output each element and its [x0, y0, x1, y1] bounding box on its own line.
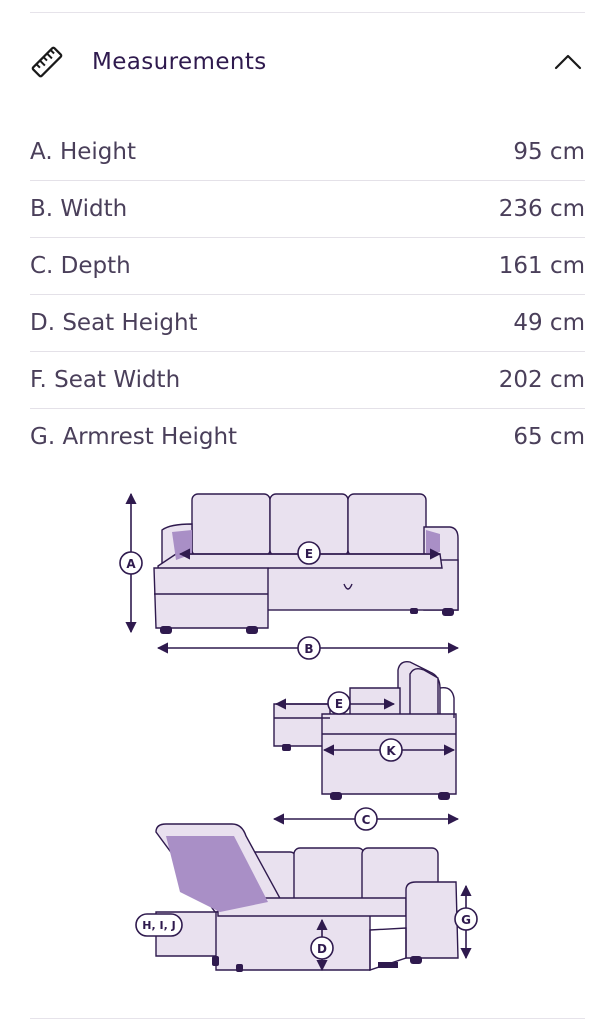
sofa-side-view	[274, 662, 456, 794]
marker-f: E	[304, 547, 314, 561]
measurement-value: 65 cm	[513, 424, 585, 450]
accordion-title: Measurements	[92, 49, 267, 75]
marker-b: B	[304, 642, 314, 656]
marker-d: D	[317, 942, 327, 956]
marker-hij: H, I, J	[142, 919, 176, 932]
measurement-label: B. Width	[30, 196, 128, 222]
measurement-row	[30, 409, 585, 465]
measurement-value: 161 cm	[498, 253, 585, 279]
marker-g: G	[461, 913, 471, 927]
top-divider	[30, 12, 585, 13]
measurement-row	[30, 295, 585, 352]
sofa-dimensions-diagram	[0, 472, 615, 1012]
marker-e: E	[334, 697, 344, 711]
measurement-row	[30, 238, 585, 295]
marker-c: C	[361, 813, 371, 827]
measurements-list	[30, 124, 585, 465]
ruler-icon	[30, 45, 64, 79]
measurement-label: D. Seat Height	[30, 310, 198, 336]
measurement-row	[30, 181, 585, 238]
measurement-row	[30, 352, 585, 409]
measurement-row	[30, 124, 585, 181]
marker-k: K	[386, 744, 396, 758]
bottom-divider	[30, 1018, 585, 1019]
measurement-value: 49 cm	[513, 310, 585, 336]
measurement-value: 202 cm	[498, 367, 585, 393]
measurements-accordion-header[interactable]	[30, 36, 585, 88]
chevron-up-icon[interactable]	[551, 45, 585, 79]
measurement-value: 95 cm	[513, 139, 585, 165]
measurement-label: F. Seat Width	[30, 367, 181, 393]
measurement-value: 236 cm	[498, 196, 585, 222]
measurement-label: G. Armrest Height	[30, 424, 238, 450]
measurement-label: A. Height	[30, 139, 136, 165]
measurement-label: C. Depth	[30, 253, 131, 279]
marker-a: A	[126, 557, 136, 571]
